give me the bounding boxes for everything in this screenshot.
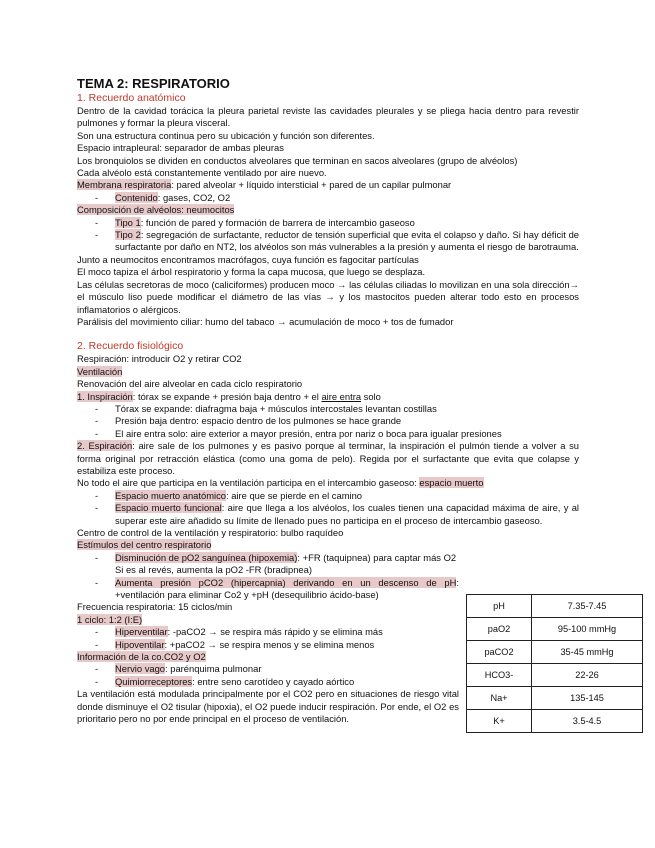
text-span: : gases, CO2, O2 — [157, 191, 231, 203]
list-item — [77, 217, 579, 229]
text-span: : entre seno carotídeo y cayado aórtico — [192, 675, 355, 687]
highlight-term: Espacio muerto funcional — [115, 502, 222, 514]
bullet-list — [77, 552, 459, 602]
paragraph: Espacio intrapleural: separador de ambas pleuras — [77, 142, 284, 154]
table-cell-key: HCO3- — [467, 664, 532, 687]
highlight-term: Hiperventilar — [115, 626, 168, 638]
list-item — [77, 552, 459, 577]
list-item — [77, 502, 579, 527]
table-cell-value: 7.35-7.45 — [532, 595, 643, 618]
text-span: No todo el aire que participa en la ventilación participa en el intercambio gaseoso: — [77, 477, 420, 489]
highlight-term: Ventilación — [77, 365, 123, 377]
highlight-term: Hipoventilar — [115, 638, 165, 650]
highlight-term: Membrana respiratoria — [77, 179, 172, 191]
list-item: - Presión baja dentro: espacio dentro de los pulmones se hace grande — [77, 415, 579, 427]
highlight-term: Aumenta presión pCO2 (hipercapnia) derivando en un descenso de pH — [115, 576, 457, 588]
table-row — [467, 641, 643, 664]
spacer — [77, 328, 579, 340]
list-item — [77, 229, 579, 254]
paragraph: Junto a neumocitos encontramos macrófagos, cuya función es fagocitar partículas — [77, 253, 419, 265]
text-span: : parénquima pulmonar — [165, 663, 262, 675]
table-cell-value: 95-100 mmHg — [532, 618, 643, 641]
highlight-term: Estímulos del centro respiratorio — [77, 539, 212, 551]
underlined-term: aire entra — [321, 390, 362, 402]
text-span: : aire sale de los pulmones y es pasivo porque al terminar, la inspiración el pulmón tiende a volver a su forma original por retracción elástica (como una goma de pelo). Regida por el surfactante que evita que colapse y estabiliza este proceso. — [77, 440, 579, 476]
table-cell-value: 22-26 — [532, 664, 643, 687]
table-row — [467, 618, 643, 641]
bullet-list — [77, 192, 579, 204]
text-span: : tórax se expande + presión baja dentro + el — [132, 390, 322, 402]
table-cell-key: paO2 — [467, 618, 532, 641]
highlight-term: Tipo 2 — [115, 229, 141, 241]
text-span: : segregación de surfactante, reductor de tensión superficial que evita el colapso y daño. Si hay déficit de surfactante por daño en NT2, los alvéolos son más vulnerables a la presión y aumenta el riesgo de barotrauma. — [115, 229, 579, 253]
highlight-term: Espacio muerto anatómico — [115, 489, 226, 501]
text-span: : pared alveolar + líquido intersticial + pared de un capilar pulmonar — [171, 179, 452, 191]
list-item: - El aire entra solo: aire exterior a mayor presión, entra por nariz o boca para igualar presiones — [77, 428, 579, 440]
paragraph-espacio-muerto — [77, 477, 579, 489]
paragraph: Dentro de la cavidad torácica la pleura parietal reviste las cavidades pleurales y se pliega hacia dentro para revestir pulmones y formar la pleura visceral. — [77, 105, 579, 129]
paragraph: Las células secretoras de moco (caliciformes) producen moco → las células ciliadas lo movilizan en una sola dirección→ el músculo liso puede modificar el diámetro de las vías → y los mastocitos pueden alterar todo esto en procesos inflamatorios o alérgicos. — [77, 278, 579, 315]
text-span: : +ventilación para eliminar Co2 y +pH (desequilibrio ácido-base) — [115, 576, 459, 601]
highlight-term: espacio muerto — [419, 477, 484, 489]
highlight-term: Información de la co.CO2 y O2 — [77, 651, 206, 663]
text-span: : +paCO2 → se respira menos y se elimina menos — [164, 638, 375, 650]
paragraph: Respiración: introducir O2 y retirar CO2 — [77, 353, 242, 365]
highlight-term: Contenido — [115, 191, 158, 203]
paragraph-espiracion — [77, 440, 579, 477]
paragraph: Parálisis del movimiento ciliar: humo del tabaco → acumulación de moco + tos de fumador — [77, 315, 454, 327]
bullet-list — [77, 217, 579, 254]
table-row — [467, 687, 643, 710]
list-item — [77, 626, 459, 638]
section-heading-anatomico: 1. Recuerdo anatómico — [77, 92, 186, 104]
bullet-list — [77, 663, 459, 688]
highlight-term: Disminución de pO2 sanguínea (hipoxemia) — [115, 551, 298, 563]
paragraph-composicion — [77, 204, 579, 216]
paragraph: Renovación del aire alveolar en cada ciclo respiratorio — [77, 378, 303, 390]
highlight-term: Tipo 1 — [115, 216, 141, 228]
table-cell-key: pH — [467, 595, 532, 618]
highlight-term: 1. Inspiración — [77, 390, 133, 402]
list-item — [77, 490, 579, 502]
table-cell-value: 35-45 mmHg — [532, 641, 643, 664]
table-cell-key: K+ — [467, 710, 532, 733]
list-item — [77, 676, 459, 688]
bullet-list — [77, 490, 579, 527]
list-item: - Tórax se expande: diafragma baja + músculos intercostales levantan costillas — [77, 403, 579, 415]
highlight-term: Nervio vago — [115, 663, 166, 675]
paragraph-ventilacion — [77, 366, 579, 378]
text-span: : función de pared y formación de barrera de intercambio gaseoso — [140, 216, 415, 228]
table-cell-value: 3.5-4.5 — [532, 710, 643, 733]
page-title: TEMA 2: RESPIRATORIO — [77, 76, 230, 91]
paragraph-membrana — [77, 179, 579, 191]
text-span: : aire que se pierde en el camino — [226, 489, 363, 501]
table-cell-value: 135-145 — [532, 687, 643, 710]
paragraph: El moco tapiza el árbol respiratorio y forma la capa mucosa, que luego se desplaza. — [77, 266, 426, 278]
text-span: Si es al revés, aumenta la pO2 -FR (bradipnea) — [115, 564, 312, 576]
list-item — [77, 192, 579, 204]
bullet-list — [77, 626, 459, 651]
highlight-term: Quimiorreceptores — [115, 675, 193, 687]
table-row — [467, 595, 643, 618]
table-cell-key: Na+ — [467, 687, 532, 710]
paragraph: Centro de control de la ventilación y respiratorio: bulbo raquídeo — [77, 527, 344, 538]
text-span: solo — [361, 390, 381, 402]
text-span: : -paCO2 → se respira más rápido y se elimina más — [167, 626, 383, 638]
highlight-term: Composición de alvéolos: neumocitos — [77, 204, 235, 216]
text-span: : aire que llega a los alvéolos, los cuales tienen una capacidad máxima de aire, y al superar este aire añadido su límite de llenado pues no participa en el proceso de intercambio gaseoso. — [115, 502, 579, 526]
text-span: : +FR (taquipnea) para captar más O2 — [297, 551, 457, 563]
paragraph-inspiracion — [77, 391, 579, 403]
table-row — [467, 664, 643, 687]
paragraph: Cada alvéolo está constantemente ventilado por aire nuevo. — [77, 167, 327, 179]
list-item — [77, 639, 459, 651]
paragraph: Frecuencia respiratoria: 15 ciclos/min — [77, 601, 233, 613]
list-item — [77, 577, 459, 602]
highlight-term: 2. Espiración — [77, 440, 133, 452]
paragraph-estimulos — [77, 539, 579, 551]
table-row — [467, 710, 643, 733]
table-cell-key: paCO2 — [467, 641, 532, 664]
bullet-list — [77, 403, 579, 440]
highlight-term: 1 ciclo: 1:2 (I:E) — [77, 613, 143, 625]
list-item — [77, 663, 459, 675]
reference-values-table — [466, 594, 643, 733]
section-heading-fisiologico: 2. Recuerdo fisiológico — [77, 340, 184, 353]
paragraph: La ventilación está modulada principalmente por el CO2 pero en situaciones de riesgo vital donde disminuye el O2 tisular (hipoxia), el O2 puede inducir respiración. Por ende, el O2 es prioritario pero no por ende principal en el proceso de ventilación. — [77, 688, 459, 725]
paragraph: Los bronquiolos se dividen en conductos alveolares que terminan en sacos alveolares (grupo de alvéolos) — [77, 154, 518, 166]
paragraph: Son una estructura continua pero su ubicación y función son diferentes. — [77, 129, 375, 141]
